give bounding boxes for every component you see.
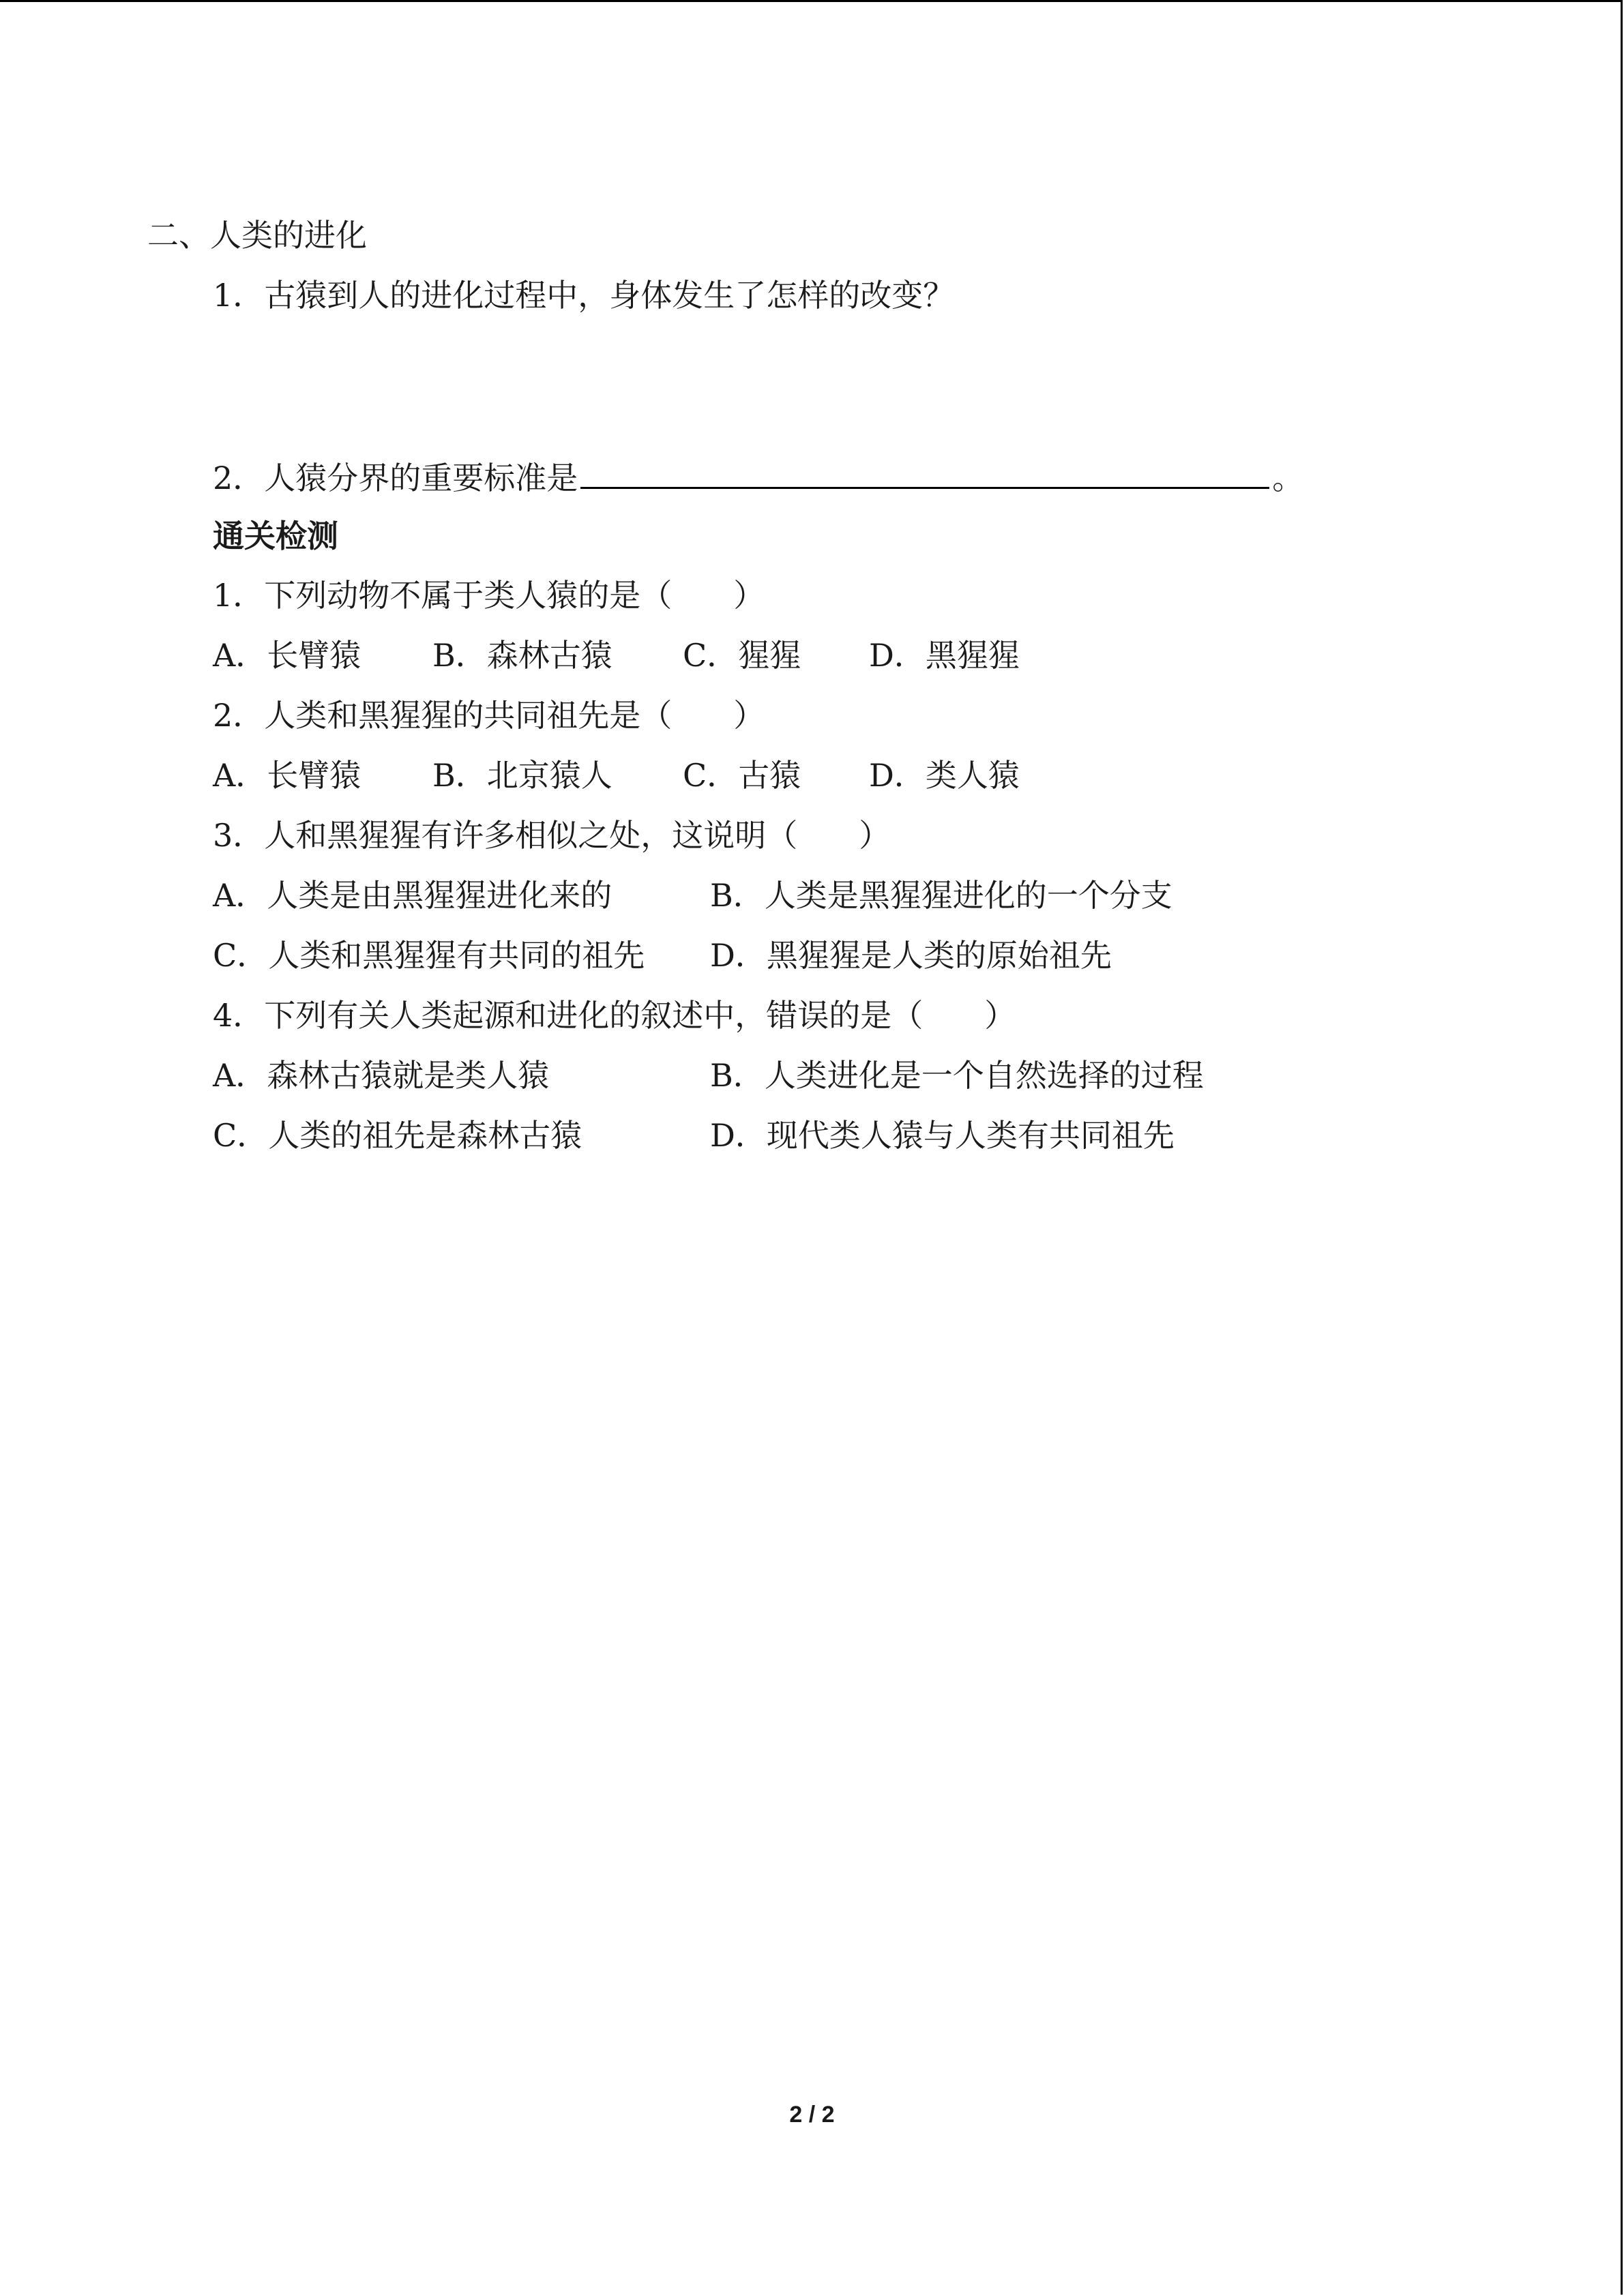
answer-blank[interactable] — [580, 457, 1269, 489]
section-question-2-text: 2．人猿分界的重要标准是 — [213, 460, 578, 496]
quiz-question-4-option-c[interactable]: C．人类的祖先是森林古猿 — [213, 1117, 582, 1154]
quiz-question-2-options — [0, 756, 1624, 794]
quiz-question-4-stem — [213, 996, 1016, 1034]
quiz-question-3-options-row-2 — [0, 936, 1624, 974]
quiz-question-3-option-c[interactable]: C．人类和黑猩猩有共同的祖先 — [213, 937, 645, 974]
quiz-question-1-option-c[interactable]: C．猩猩 — [683, 637, 801, 674]
section-question-2-suffix: 。 — [1272, 460, 1304, 496]
quiz-question-4-text: 4．下列有关人类起源和进化的叙述中，错误的是（ — [213, 997, 924, 1034]
section-heading: 二、人类的进化 — [147, 217, 367, 254]
quiz-question-4-close: ） — [984, 997, 1016, 1034]
section-question-2 — [213, 457, 1303, 497]
quiz-question-3-option-d[interactable]: D．黑猩猩是人类的原始祖先 — [710, 937, 1112, 974]
quiz-question-2-text: 2．人类和黑猩猩的共同祖先是（ — [213, 697, 673, 734]
quiz-question-1-option-d[interactable]: D．黑猩猩 — [869, 637, 1020, 674]
quiz-question-1-option-b[interactable]: B．森林古猿 — [432, 637, 612, 674]
quiz-question-1-option-a[interactable]: A．长臂猿 — [213, 637, 361, 674]
quiz-question-3-text: 3．人和黑猩猩有许多相似之处，这说明（ — [213, 817, 798, 854]
quiz-question-1-options — [0, 636, 1624, 674]
section-question-1: 1．古猿到人的进化过程中，身体发生了怎样的改变？ — [213, 277, 955, 314]
quiz-question-3-close: ） — [859, 817, 891, 854]
quiz-question-3-option-a[interactable]: A．人类是由黑猩猩进化来的 — [213, 877, 612, 914]
page-number: 2 / 2 — [789, 2102, 835, 2128]
quiz-question-4-option-a[interactable]: A．森林古猿就是类人猿 — [213, 1057, 550, 1094]
quiz-question-2-option-b[interactable]: B．北京猿人 — [432, 757, 612, 794]
quiz-question-4-options-row-1 — [0, 1056, 1624, 1094]
quiz-title: 通关检测 — [213, 518, 338, 554]
quiz-question-4-option-b[interactable]: B．人类进化是一个自然选择的过程 — [710, 1057, 1204, 1094]
quiz-question-2-close: ） — [733, 697, 765, 734]
quiz-question-3-stem — [213, 816, 890, 854]
quiz-question-4-option-d[interactable]: D．现代类人猿与人类有共同祖先 — [710, 1117, 1175, 1154]
quiz-question-1-close: ） — [733, 577, 765, 614]
quiz-question-1-stem — [213, 576, 765, 614]
quiz-question-4-options-row-2 — [0, 1116, 1624, 1154]
quiz-question-3-options-row-1 — [0, 876, 1624, 914]
quiz-question-2-option-d[interactable]: D．类人猿 — [869, 757, 1020, 794]
quiz-question-1-text: 1．下列动物不属于类人猿的是（ — [213, 577, 673, 614]
quiz-question-2-stem — [213, 696, 765, 734]
quiz-question-2-option-a[interactable]: A．长臂猿 — [213, 757, 361, 794]
quiz-question-3-option-b[interactable]: B．人类是黑猩猩进化的一个分支 — [710, 877, 1172, 914]
quiz-question-2-option-c[interactable]: C．古猿 — [683, 757, 801, 794]
